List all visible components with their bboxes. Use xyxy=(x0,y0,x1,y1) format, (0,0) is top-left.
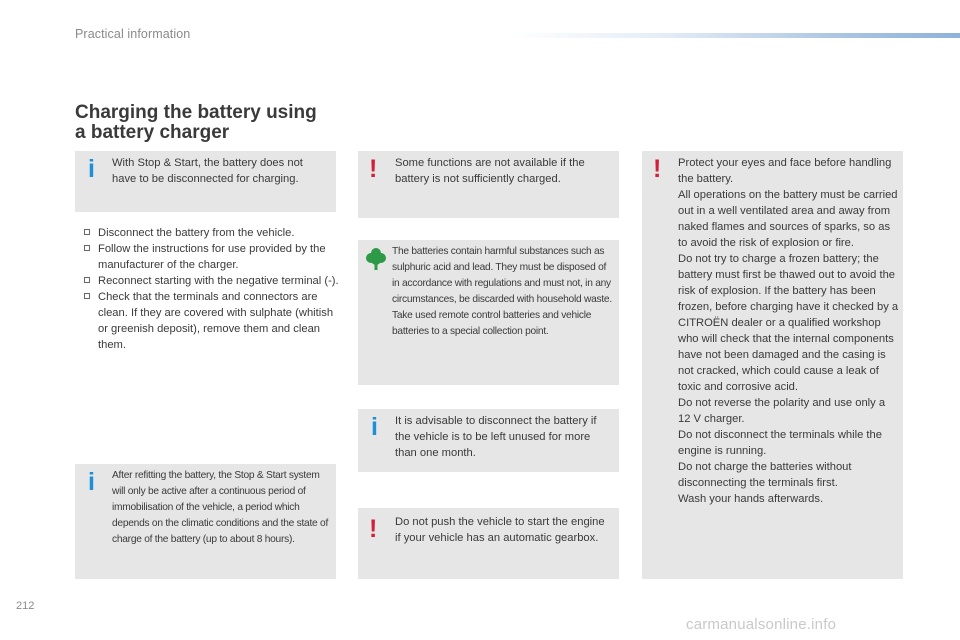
warning-icon: ! xyxy=(653,155,662,183)
warning-text-functions: Some functions are not available if the battery is not sufficiently charged. xyxy=(395,157,585,185)
info-box-stop-start xyxy=(75,151,336,212)
page-title xyxy=(75,103,317,143)
checkbox-marker-icon xyxy=(84,293,90,299)
list-item: Follow the instructions for use provided by the manufacturer of the charger. xyxy=(84,241,339,273)
warning-box-push-start xyxy=(358,508,619,579)
warning-box-functions xyxy=(358,151,619,218)
warning-icon: ! xyxy=(369,155,378,183)
title-line-2: a battery charger xyxy=(75,122,230,143)
info-icon: i xyxy=(371,413,378,441)
warning-icon: ! xyxy=(369,515,378,543)
info-icon: i xyxy=(88,468,95,496)
header-bar xyxy=(510,33,960,38)
list-item: Check that the terminals and connectors are clean. If they are covered with sulphate (whitish or greenish deposit), remove them and clean them. xyxy=(84,289,339,353)
info-text-after-refitting: After refitting the battery, the Stop & Start system will only be active after a continuous period of immobilisation of the vehicle, a period which depends on the climatic conditions and the state of charge of the battery (up to about 8 hours). xyxy=(112,470,329,545)
warning-text-safety: Protect your eyes and face before handling the battery. All operations on the battery must be carried out in a well ventilated area and away from naked flames and sources of sparks, so as to avoid the risk of explosion or fire. Do not try to charge a frozen battery; the battery must first be thawed out to avoid the risk of explosion. If the battery has been frozen, before charging have it checked by a CITROËN dealer or a qualified workshop who will check that the internal components have not been damaged and the casing is not cracked, which could cause a leak of toxic and corrosive acid. Do not reverse the polarity and use only a 12 V charger. Do not disconnect the terminals while the engine is running. Do not charge the batteries without disconnecting the terminals first. Wash your hands afterwards. xyxy=(678,157,899,505)
list-item: Reconnect starting with the negative terminal (-). xyxy=(84,273,339,289)
warning-text-push-start: Do not push the vehicle to start the engine if your vehicle has an automatic gearbox. xyxy=(395,516,605,544)
tree-icon xyxy=(366,246,386,272)
info-text-unused-vehicle: It is advisable to disconnect the battery if the vehicle is to be left unused for more than one month. xyxy=(395,415,597,459)
header-section-label: Practical information xyxy=(75,27,191,41)
eco-box-disposal xyxy=(358,240,619,385)
checkbox-marker-icon xyxy=(84,245,90,251)
warning-box-safety xyxy=(642,151,903,579)
charging-steps-list xyxy=(84,225,339,353)
info-box-after-refitting xyxy=(75,464,336,579)
checkbox-marker-icon xyxy=(84,229,90,235)
list-item: Disconnect the battery from the vehicle. xyxy=(84,225,339,241)
eco-text-disposal: The batteries contain harmful substances such as sulphuric acid and lead. They must be disposed of in accordance with regulations and must not, in any circumstances, be discarded with household waste. Take used remote control batteries and vehicle batteries to a special collection point. xyxy=(392,246,612,337)
page-number: 212 xyxy=(16,600,35,612)
watermark: carmanualsonline.info xyxy=(686,616,837,633)
title-line-1: Charging the battery using xyxy=(75,102,317,123)
checkbox-marker-icon xyxy=(84,277,90,283)
info-icon: i xyxy=(88,155,95,183)
info-box-unused-vehicle xyxy=(358,409,619,472)
info-text-stop-start: With Stop & Start, the battery does not have to be disconnected for charging. xyxy=(112,157,303,185)
